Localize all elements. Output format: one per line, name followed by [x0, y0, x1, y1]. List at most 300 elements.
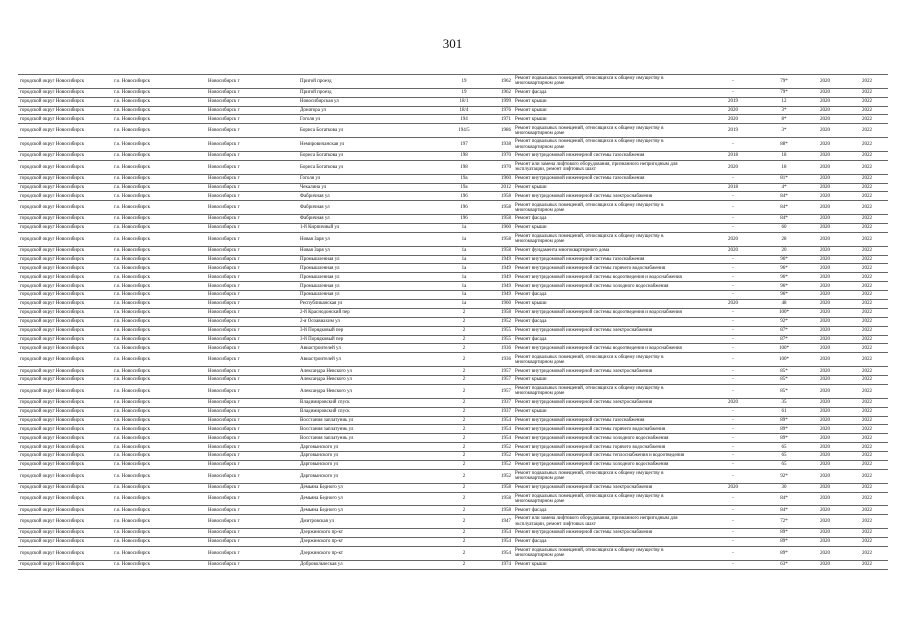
street-cell: Александра Невского ул [298, 376, 441, 385]
house-number-cell: 1а [441, 255, 487, 264]
table-row [18, 492, 888, 506]
locality-cell: г.о. Новосибирск [112, 416, 206, 425]
cost-cell: 12 [764, 97, 804, 106]
locality-cell: г.о. Новосибирск [112, 398, 206, 407]
previous-repair-cell: - [702, 367, 764, 376]
street-cell: Новая Заря ул [298, 246, 441, 255]
year-built-cell: 1952 [487, 460, 513, 469]
locality-cell: г.о. Новосибирск [112, 560, 206, 569]
district-cell: городской округ Новосибирск [18, 291, 112, 300]
cost-cell: 84* [764, 192, 804, 201]
year-to-cell: 2022 [846, 291, 888, 300]
year-to-cell: 2022 [846, 560, 888, 569]
street-cell: Александра Невского ул [298, 384, 441, 398]
house-number-cell: 194 [441, 115, 487, 124]
district-cell: городской округ Новосибирск [18, 469, 112, 483]
year-from-cell: 2020 [804, 515, 846, 529]
previous-repair-cell: - [702, 264, 764, 273]
locality-cell: г.о. Новосибирск [112, 434, 206, 443]
year-built-cell: 1958 [487, 492, 513, 506]
cost-cell: 96* [764, 264, 804, 273]
year-built-cell: 1958 [487, 192, 513, 201]
cost-cell: 18 [764, 151, 804, 160]
previous-repair-cell: 2020 [702, 160, 764, 174]
locality-cell: г.о. Новосибирск [112, 160, 206, 174]
work-type-cell: Ремонт или замена лифтового оборудования, признанного непригодным для эксплуатации, ремонт лифтовых шахт [513, 160, 702, 174]
year-built-cell: 1957 [487, 367, 513, 376]
table-row [18, 376, 888, 385]
street-cell: Восстания заплатуниь ул [298, 434, 441, 443]
year-from-cell: 2020 [804, 215, 846, 224]
street-cell: Промышленная ул [298, 273, 441, 282]
year-built-cell: 1952 [487, 443, 513, 452]
table-row [18, 255, 888, 264]
street-cell: Дзержинского пр-кт [298, 537, 441, 546]
city-cell: Новосибирск г [206, 192, 298, 201]
street-cell: Дзержинского пр-кт [298, 529, 441, 538]
house-number-cell: 2 [441, 344, 487, 353]
previous-repair-cell: - [702, 537, 764, 546]
locality-cell: г.о. Новосибирск [112, 529, 206, 538]
house-number-cell: 19 [441, 88, 487, 97]
year-to-cell: 2022 [846, 367, 888, 376]
city-cell: Новосибирск г [206, 483, 298, 492]
year-to-cell: 2022 [846, 492, 888, 506]
previous-repair-cell: - [702, 344, 764, 353]
city-cell: Новосибирск г [206, 174, 298, 183]
year-built-cell: 1976 [487, 106, 513, 115]
year-from-cell: 2020 [804, 492, 846, 506]
work-type-cell: Ремонт внутридомовой инженерной системы электроснабжения [513, 326, 702, 335]
work-type-cell: Ремонт фундамента многоквартирного дома [513, 246, 702, 255]
city-cell: Новосибирск г [206, 224, 298, 233]
cost-cell: 89* [764, 434, 804, 443]
street-cell: Чекалина ул [298, 183, 441, 192]
table-row [18, 515, 888, 529]
year-from-cell: 2020 [804, 88, 846, 97]
year-to-cell: 2022 [846, 88, 888, 97]
year-to-cell: 2022 [846, 201, 888, 215]
table-row [18, 344, 888, 353]
street-cell: Добровольческая ул [298, 560, 441, 569]
district-cell: городской округ Новосибирск [18, 264, 112, 273]
house-number-cell: 1а [441, 246, 487, 255]
previous-repair-cell: - [702, 174, 764, 183]
year-from-cell: 2020 [804, 546, 846, 560]
previous-repair-cell: - [702, 492, 764, 506]
year-from-cell: 2020 [804, 246, 846, 255]
district-cell: городской округ Новосибирск [18, 232, 112, 246]
year-built-cell: 1954 [487, 416, 513, 425]
locality-cell: г.о. Новосибирск [112, 224, 206, 233]
work-type-cell: Ремонт внутридомовой инженерной системы водоотведения и водоснабжения [513, 308, 702, 317]
street-cell: Демьяна Бедного ул [298, 506, 441, 515]
street-cell: Владимировский спуск [298, 398, 441, 407]
year-built-cell: 1936 [487, 353, 513, 367]
house-number-cell: 196 [441, 215, 487, 224]
district-cell: городской округ Новосибирск [18, 529, 112, 538]
city-cell: Новосибирск г [206, 560, 298, 569]
house-number-cell: 197 [441, 138, 487, 152]
city-cell: Новосибирск г [206, 376, 298, 385]
year-to-cell: 2022 [846, 308, 888, 317]
street-cell: Гоголя ул [298, 174, 441, 183]
street-cell: Промышленная ул [298, 264, 441, 273]
district-cell: городской округ Новосибирск [18, 317, 112, 326]
table-row [18, 529, 888, 538]
district-cell: городской округ Новосибирск [18, 75, 112, 89]
house-number-cell: 196 [441, 201, 487, 215]
cost-cell: 87* [764, 326, 804, 335]
city-cell: Новосибирск г [206, 183, 298, 192]
house-number-cell: 2 [441, 398, 487, 407]
year-built-cell: 1970 [487, 151, 513, 160]
district-cell: городской округ Новосибирск [18, 515, 112, 529]
district-cell: городской округ Новосибирск [18, 88, 112, 97]
year-from-cell: 2020 [804, 443, 846, 452]
cost-cell: 84* [764, 201, 804, 215]
year-from-cell: 2020 [804, 138, 846, 152]
table-row [18, 192, 888, 201]
work-type-cell: Ремонт фасада [513, 291, 702, 300]
year-to-cell: 2022 [846, 282, 888, 291]
house-number-cell: 2 [441, 460, 487, 469]
city-cell: Новосибирск г [206, 460, 298, 469]
previous-repair-cell: - [702, 434, 764, 443]
house-number-cell: 2 [441, 492, 487, 506]
locality-cell: г.о. Новосибирск [112, 308, 206, 317]
year-from-cell: 2020 [804, 384, 846, 398]
cost-cell: 89* [764, 425, 804, 434]
cost-cell: 35 [764, 398, 804, 407]
year-to-cell: 2022 [846, 416, 888, 425]
district-cell: городской округ Новосибирск [18, 443, 112, 452]
district-cell: городской округ Новосибирск [18, 492, 112, 506]
city-cell: Новосибирск г [206, 273, 298, 282]
work-type-cell: Ремонт внутридомовой инженерной системы теплоснабжения и водоотведения [513, 452, 702, 461]
table-row [18, 434, 888, 443]
district-cell: городской округ Новосибирск [18, 201, 112, 215]
cost-cell: 3* [764, 124, 804, 138]
city-cell: Новосибирск г [206, 264, 298, 273]
district-cell: городской округ Новосибирск [18, 407, 112, 416]
year-to-cell: 2022 [846, 529, 888, 538]
year-to-cell: 2022 [846, 224, 888, 233]
cost-cell: 87* [764, 335, 804, 344]
house-number-cell: 196 [441, 192, 487, 201]
year-to-cell: 2022 [846, 317, 888, 326]
table-row [18, 201, 888, 215]
house-number-cell: 1а [441, 273, 487, 282]
house-number-cell: 2 [441, 483, 487, 492]
work-type-cell: Ремонт фасада [513, 317, 702, 326]
table-row [18, 88, 888, 97]
district-cell: городской округ Новосибирск [18, 537, 112, 546]
year-built-cell: 1958 [487, 308, 513, 317]
table-row [18, 282, 888, 291]
district-cell: городской округ Новосибирск [18, 353, 112, 367]
year-to-cell: 2022 [846, 335, 888, 344]
year-built-cell: 1954 [487, 529, 513, 538]
previous-repair-cell: - [702, 452, 764, 461]
year-from-cell: 2020 [804, 151, 846, 160]
year-built-cell: 1952 [487, 317, 513, 326]
street-cell: Авиастроителей ул [298, 353, 441, 367]
district-cell: городской округ Новосибирск [18, 97, 112, 106]
year-built-cell: 1955 [487, 326, 513, 335]
work-type-cell: Ремонт крыши [513, 560, 702, 569]
year-built-cell: 1960 [487, 224, 513, 233]
year-built-cell: 1949 [487, 264, 513, 273]
previous-repair-cell: - [702, 282, 764, 291]
street-cell: Дарговынского ул [298, 469, 441, 483]
house-number-cell: 2 [441, 515, 487, 529]
locality-cell: г.о. Новосибирск [112, 326, 206, 335]
table-row [18, 174, 888, 183]
year-from-cell: 2020 [804, 264, 846, 273]
locality-cell: г.о. Новосибирск [112, 106, 206, 115]
previous-repair-cell: - [702, 529, 764, 538]
street-cell: Пригой проезд [298, 88, 441, 97]
street-cell: Авиастроителей ул [298, 344, 441, 353]
city-cell: Новосибирск г [206, 452, 298, 461]
locality-cell: г.о. Новосибирск [112, 273, 206, 282]
year-from-cell: 2020 [804, 291, 846, 300]
district-cell: городской округ Новосибирск [18, 255, 112, 264]
previous-repair-cell: - [702, 376, 764, 385]
table-row [18, 425, 888, 434]
district-cell: городской округ Новосибирск [18, 192, 112, 201]
year-from-cell: 2020 [804, 282, 846, 291]
year-built-cell: 1955 [487, 335, 513, 344]
locality-cell: г.о. Новосибирск [112, 97, 206, 106]
year-built-cell: 1970 [487, 160, 513, 174]
table-row [18, 335, 888, 344]
year-to-cell: 2022 [846, 384, 888, 398]
year-to-cell: 2022 [846, 425, 888, 434]
year-built-cell: 1936 [487, 344, 513, 353]
city-cell: Новосибирск г [206, 97, 298, 106]
city-cell: Новосибирск г [206, 546, 298, 560]
locality-cell: г.о. Новосибирск [112, 367, 206, 376]
cost-cell: 84* [764, 506, 804, 515]
table-row [18, 115, 888, 124]
table-row [18, 460, 888, 469]
work-type-cell: Ремонт внутридомовой инженерной системы холодного водоснабжения [513, 460, 702, 469]
house-number-cell: 19а [441, 183, 487, 192]
street-cell: Дарговынского ул [298, 460, 441, 469]
locality-cell: г.о. Новосибирск [112, 515, 206, 529]
locality-cell: г.о. Новосибирск [112, 469, 206, 483]
table-row [18, 264, 888, 273]
street-cell: Донатора ул [298, 106, 441, 115]
year-from-cell: 2020 [804, 232, 846, 246]
city-cell: Новосибирск г [206, 529, 298, 538]
district-cell: городской округ Новосибирск [18, 273, 112, 282]
district-cell: городской округ Новосибирск [18, 384, 112, 398]
city-cell: Новосибирск г [206, 335, 298, 344]
year-from-cell: 2020 [804, 224, 846, 233]
year-from-cell: 2020 [804, 529, 846, 538]
previous-repair-cell: - [702, 192, 764, 201]
previous-repair-cell: 2018 [702, 151, 764, 160]
year-built-cell: 1960 [487, 300, 513, 309]
city-cell: Новосибирск г [206, 291, 298, 300]
previous-repair-cell: - [702, 460, 764, 469]
work-type-cell: Ремонт крыши [513, 376, 702, 385]
year-built-cell: 1958 [487, 201, 513, 215]
work-type-cell: Ремонт крыши [513, 183, 702, 192]
city-cell: Новосибирск г [206, 138, 298, 152]
table-row [18, 407, 888, 416]
street-cell: Промышленная ул [298, 255, 441, 264]
city-cell: Новосибирск г [206, 425, 298, 434]
cost-cell: 48 [764, 300, 804, 309]
street-cell: Промышленная ул [298, 291, 441, 300]
district-cell: городской округ Новосибирск [18, 434, 112, 443]
year-built-cell: 1952 [487, 469, 513, 483]
work-type-cell: Ремонт внутридомовой инженерной системы электроснабжения [513, 529, 702, 538]
work-type-cell: Ремонт подвальных помещений, относящихся к общему имуществу в многоквартирном доме [513, 232, 702, 246]
cost-cell: 30 [764, 483, 804, 492]
cost-cell: 4* [764, 183, 804, 192]
district-cell: городской округ Новосибирск [18, 183, 112, 192]
house-number-cell: 2 [441, 384, 487, 398]
table-row [18, 232, 888, 246]
cost-cell: 100* [764, 353, 804, 367]
work-type-cell: Ремонт подвальных помещений, относящихся к общему имуществу в многоквартирном доме [513, 546, 702, 560]
locality-cell: г.о. Новосибирск [112, 282, 206, 291]
street-cell: 1-й Кирпичный ул [298, 224, 441, 233]
previous-repair-cell: 2018 [702, 183, 764, 192]
table-row [18, 353, 888, 367]
table-row [18, 384, 888, 398]
year-from-cell: 2020 [804, 353, 846, 367]
year-built-cell: 1958 [487, 506, 513, 515]
city-cell: Новосибирск г [206, 492, 298, 506]
work-type-cell: Ремонт подвальных помещений, относящихся к общему имуществу в многоквартирном доме [513, 492, 702, 506]
year-to-cell: 2022 [846, 300, 888, 309]
house-number-cell: 198 [441, 160, 487, 174]
year-to-cell: 2022 [846, 434, 888, 443]
work-type-cell: Ремонт фасада [513, 88, 702, 97]
previous-repair-cell: - [702, 353, 764, 367]
table-row [18, 398, 888, 407]
locality-cell: г.о. Новосибирск [112, 344, 206, 353]
previous-repair-cell: - [702, 506, 764, 515]
district-cell: городской округ Новосибирск [18, 344, 112, 353]
district-cell: городской округ Новосибирск [18, 308, 112, 317]
previous-repair-cell: - [702, 425, 764, 434]
locality-cell: г.о. Новосибирск [112, 546, 206, 560]
year-built-cell: 1947 [487, 515, 513, 529]
table-row [18, 183, 888, 192]
year-to-cell: 2022 [846, 115, 888, 124]
work-type-cell: Ремонт крыши [513, 224, 702, 233]
city-cell: Новосибирск г [206, 367, 298, 376]
locality-cell: г.о. Новосибирск [112, 124, 206, 138]
cost-cell: 89* [764, 546, 804, 560]
year-from-cell: 2020 [804, 537, 846, 546]
street-cell: Республиканская ул [298, 300, 441, 309]
locality-cell: г.о. Новосибирск [112, 335, 206, 344]
district-cell: городской округ Новосибирск [18, 300, 112, 309]
work-type-cell: Ремонт внутридомовой инженерной системы водоотведения и водоснабжения [513, 273, 702, 282]
locality-cell: г.о. Новосибирск [112, 246, 206, 255]
work-type-cell: Ремонт внутридомовой инженерной системы электроснабжения [513, 192, 702, 201]
house-number-cell: 2 [441, 416, 487, 425]
year-to-cell: 2022 [846, 460, 888, 469]
previous-repair-cell: - [702, 273, 764, 282]
year-built-cell: 1958 [487, 215, 513, 224]
street-cell: 3-й Порядковый пер [298, 326, 441, 335]
city-cell: Новосибирск г [206, 151, 298, 160]
work-type-cell: Ремонт подвальных помещений, относящихся к общему имуществу в многоквартирном доме [513, 75, 702, 89]
cost-cell: 61 [764, 407, 804, 416]
street-cell: Пригой проезд [298, 75, 441, 89]
year-built-cell: 1937 [487, 398, 513, 407]
table-row [18, 560, 888, 569]
table-row [18, 138, 888, 152]
year-from-cell: 2020 [804, 201, 846, 215]
city-cell: Новосибирск г [206, 308, 298, 317]
year-to-cell: 2022 [846, 183, 888, 192]
street-cell: Восстания заплатуниь ул [298, 425, 441, 434]
table-row [18, 317, 888, 326]
year-built-cell: 1958 [487, 483, 513, 492]
district-cell: городской округ Новосибирск [18, 367, 112, 376]
year-built-cell: 2012 [487, 183, 513, 192]
locality-cell: г.о. Новосибирск [112, 215, 206, 224]
previous-repair-cell: - [702, 384, 764, 398]
house-number-cell: 1а [441, 282, 487, 291]
table-row [18, 273, 888, 282]
locality-cell: г.о. Новосибирск [112, 492, 206, 506]
work-type-cell: Ремонт внутридомовой инженерной системы электроснабжения [513, 398, 702, 407]
year-to-cell: 2022 [846, 264, 888, 273]
year-built-cell: 1962 [487, 88, 513, 97]
cost-cell: 96* [764, 282, 804, 291]
work-type-cell: Ремонт крыши [513, 106, 702, 115]
house-number-cell: 1а [441, 224, 487, 233]
cost-cell: 84* [764, 215, 804, 224]
table-row [18, 537, 888, 546]
city-cell: Новосибирск г [206, 353, 298, 367]
district-cell: городской округ Новосибирск [18, 282, 112, 291]
city-cell: Новосибирск г [206, 160, 298, 174]
street-cell: Гоголя ул [298, 115, 441, 124]
work-type-cell: Ремонт подвальных помещений, относящихся к общему имуществу в многоквартирном доме [513, 384, 702, 398]
district-cell: городской округ Новосибирск [18, 246, 112, 255]
city-cell: Новосибирск г [206, 407, 298, 416]
cost-cell: 72* [764, 515, 804, 529]
year-from-cell: 2020 [804, 106, 846, 115]
year-built-cell: 1999 [487, 97, 513, 106]
district-cell: городской округ Новосибирск [18, 416, 112, 425]
district-cell: городской округ Новосибирск [18, 115, 112, 124]
year-to-cell: 2022 [846, 97, 888, 106]
year-built-cell: 1960 [487, 174, 513, 183]
table-row [18, 224, 888, 233]
year-from-cell: 2020 [804, 416, 846, 425]
district-cell: городской округ Новосибирск [18, 376, 112, 385]
street-cell: Новосибирская ул [298, 97, 441, 106]
year-from-cell: 2020 [804, 506, 846, 515]
year-from-cell: 2020 [804, 335, 846, 344]
house-number-cell: 1а [441, 291, 487, 300]
city-cell: Новосибирск г [206, 106, 298, 115]
table-row [18, 546, 888, 560]
